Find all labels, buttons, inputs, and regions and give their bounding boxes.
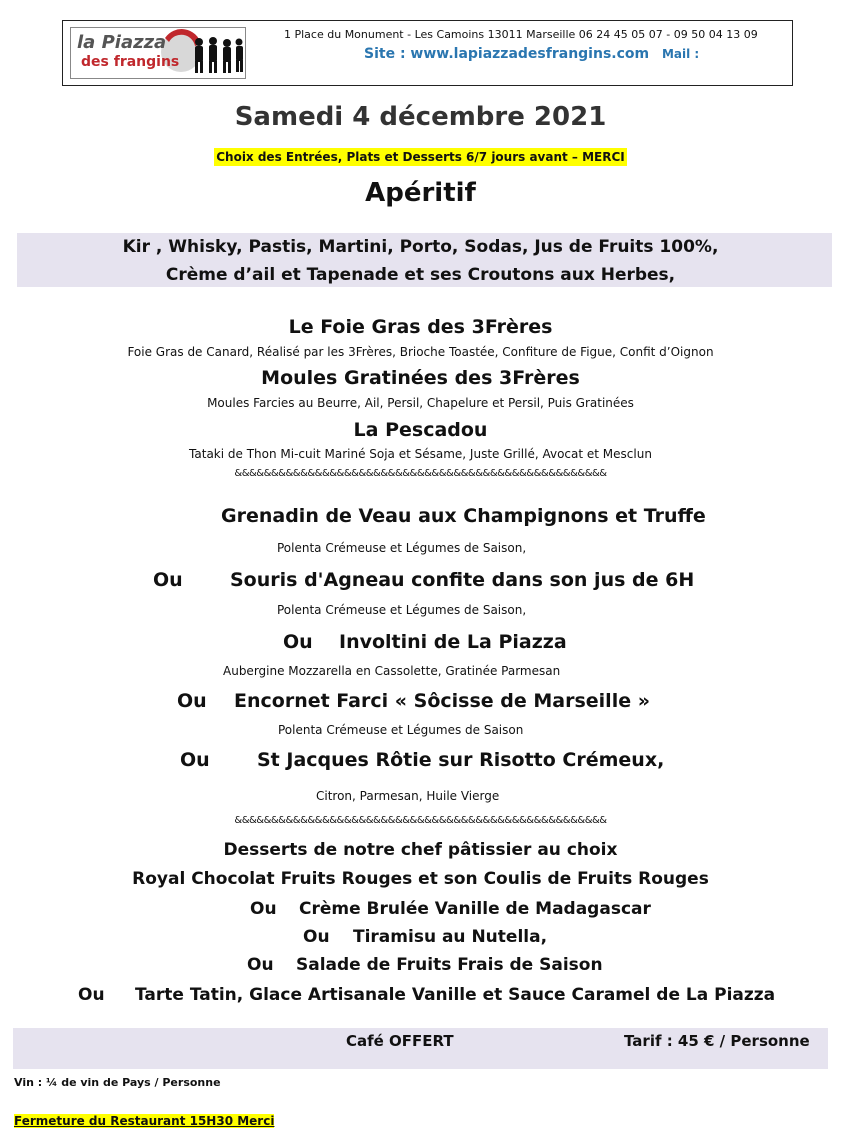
ou-prefix: Ou xyxy=(303,927,330,947)
ou-prefix: Ou xyxy=(283,631,313,653)
desserts-title: Desserts de notre chef pâtissier au choix xyxy=(223,840,618,860)
entree-desc: Moules Farcies au Beurre, Ail, Persil, Chapelure et Persil, Puis Gratinées xyxy=(207,396,634,410)
entree-desc: Tataki de Thon Mi-cuit Mariné Soja et Sésame, Juste Grillé, Avocat et Mesclun xyxy=(189,447,652,461)
entree-desc: Foie Gras de Canard, Réalisé par les 3Frères, Brioche Toastée, Confiture de Figue, Confit d’Oignon xyxy=(127,345,714,359)
order-notice xyxy=(0,150,841,164)
plat-name: Encornet Farci « Sôcisse de Marseille » xyxy=(234,690,650,712)
logo-text-bottom: des frangins xyxy=(81,54,180,70)
ou-prefix: Ou xyxy=(180,749,210,771)
section-separator: &&&&&&&&&&&&&&&&&&&&&&&&&&&&&&&&&&&&&&&&&&&&&&&&&&& xyxy=(234,468,607,479)
wine-note: Vin : ¼ de vin de Pays / Personne xyxy=(14,1076,221,1089)
order-notice-text: Choix des Entrées, Plats et Desserts 6/7 jours avant – MERCI xyxy=(216,150,625,164)
plat-desc: Citron, Parmesan, Huile Vierge xyxy=(316,789,500,803)
ou-prefix: Ou xyxy=(78,985,105,1005)
address-line: 1 Place du Monument - Les Camoins 13011 Marseille 06 24 45 05 07 - 09 50 04 13 09 xyxy=(284,28,758,41)
plat-desc: Polenta Crémeuse et Légumes de Saison, xyxy=(277,603,527,617)
closing-note: Fermeture du Restaurant 15H30 Merci xyxy=(14,1114,275,1128)
aperitif-line-2: Crème d’ail et Tapenade et ses Croutons aux Herbes, xyxy=(165,265,676,285)
entree-name: La Pescadou xyxy=(353,419,488,441)
dessert-item: Crème Brulée Vanille de Madagascar xyxy=(299,899,651,919)
ou-prefix: Ou xyxy=(153,569,183,591)
plat-name: St Jacques Rôtie sur Risotto Crémeux, xyxy=(257,749,665,771)
plat-name: Souris d'Agneau confite dans son jus de 6H xyxy=(230,569,695,591)
website-line xyxy=(364,46,699,62)
aperitif-line-1: Kir , Whisky, Pastis, Martini, Porto, Sodas, Jus de Fruits 100%, xyxy=(122,237,719,257)
mail-label: Mail : xyxy=(661,47,700,61)
dessert-item: Tarte Tatin, Glace Artisanale Vanille et Sauce Caramel de La Piazza xyxy=(135,985,776,1005)
plat-desc: Polenta Crémeuse et Légumes de Saison xyxy=(278,723,524,737)
logo-text-top: la Piazza xyxy=(77,32,167,53)
entree-name: Le Foie Gras des 3Frères xyxy=(288,316,553,338)
website-link[interactable]: Site : www.lapiazzadesfrangins.com xyxy=(364,46,650,62)
ou-prefix: Ou xyxy=(250,899,277,919)
ou-prefix: Ou xyxy=(177,690,207,712)
aperitif-title: Apéritif xyxy=(365,178,476,208)
tarif: Tarif : 45 € / Personne xyxy=(624,1032,810,1050)
dessert-item: Tiramisu au Nutella, xyxy=(353,927,548,947)
plat-desc: Aubergine Mozzarella en Cassolette, Gratinée Parmesan xyxy=(223,664,561,678)
section-separator: &&&&&&&&&&&&&&&&&&&&&&&&&&&&&&&&&&&&&&&&&&&&&&&&&&& xyxy=(234,815,607,826)
entree-name: Moules Gratinées des 3Frères xyxy=(261,367,580,389)
restaurant-logo xyxy=(70,27,246,79)
dessert-item: Royal Chocolat Fruits Rouges et son Coulis de Fruits Rouges xyxy=(132,869,709,889)
dessert-item: Salade de Fruits Frais de Saison xyxy=(296,955,603,975)
plat-name: Involtini de La Piazza xyxy=(339,631,567,653)
plat-desc: Polenta Crémeuse et Légumes de Saison, xyxy=(277,541,527,555)
plat-name: Grenadin de Veau aux Champignons et Truffe xyxy=(221,505,706,527)
cafe-offert: Café OFFERT xyxy=(346,1032,454,1050)
ou-prefix: Ou xyxy=(247,955,274,975)
menu-date-title: Samedi 4 décembre 2021 xyxy=(234,102,607,132)
